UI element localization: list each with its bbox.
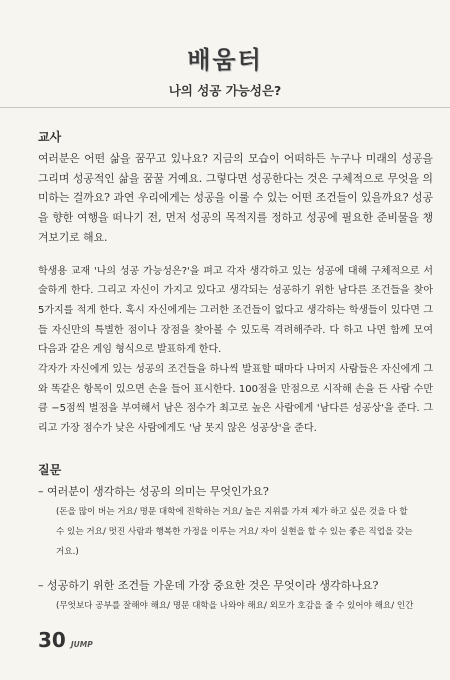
- page-subtitle: 나의 성공 가능성은?: [168, 83, 282, 98]
- question-item: – 성공하기 위한 조건들 가운데 가장 중요한 것은 무엇이라 생각하나요?: [38, 578, 379, 592]
- header-divider: [0, 107, 450, 108]
- page-header: [0, 40, 450, 99]
- page-number: 30: [38, 628, 66, 652]
- series-name: JUMP: [70, 640, 93, 649]
- page-footer: [38, 628, 93, 652]
- teacher-paragraph: 여러분은 어떤 삶을 꿈꾸고 있나요? 지금의 모습이 어떠하든 누구나 미래의 성공을 그리며 성공적인 삶을 꿈꿀 거예요. 그렇다면 성공한다는 것은 구체적으로 무엇을 의미하는 걸까요? 과연 우리에게는 성공을 이룰 수 있는 어떤 조건들이 있을까요? 성공을 향한 여행을 떠나기 전, 먼저 성공의 목적지를 정하고 성공에 필요한 준비물을 챙겨보기로 해요.: [38, 152, 433, 244]
- teacher-heading: 교사: [38, 130, 62, 144]
- brand-title: 배움터: [187, 46, 263, 74]
- answer-line: 거요.): [56, 546, 79, 557]
- main-content: [38, 128, 433, 616]
- answer-line: 수 있는 거요/ 멋진 사람과 행복한 가정을 이루는 거요/ 자이 실현을 할 수 있는 좋은 직업을 갖는: [56, 526, 413, 537]
- questions-section: [38, 461, 433, 616]
- questions-heading: 질문: [38, 462, 62, 477]
- question-item: – 여러분이 생각하는 성공의 의미는 무엇인가요?: [38, 484, 269, 498]
- teacher-section: [38, 128, 433, 439]
- teacher-paragraph: 학생용 교재 '나의 성공 가능성은?'을 펴고 각자 생각하고 있는 성공에 대해 구체적으로 서술하게 한다. 그리고 자신이 가지고 있다고 생각되는 성공하기 위한 남다른 조건들을 찾아 5가지를 적게 한다. 혹시 자신에게는 그러한 조건들이 없다고 생각하는 학생들이 있다면 그들 자신만의 특별한 점이나 장점을 찾아볼 수 있도록 격려해주라. 다 하고 나면 함께 모여 다음과 같은 게임 형식으로 발표하게 한다.: [38, 265, 433, 356]
- answer-line: (무엇보다 공부를 잘해야 해요/ 명문 대학을 나와야 해요/ 외모가 호감을 줄 수 있어야 해요/ 인간: [56, 600, 414, 611]
- teacher-paragraph: 각자가 자신에게 있는 성공의 조건들을 하나씩 발표할 때마다 나머지 사람들은 자신에게 그와 똑같은 항목이 있으면 손을 들어 표시한다. 100점을 만점으로 시작해 손을 든 사람 수만큼 −5점씩 벌점을 부여해서 남은 점수가 최고로 높은 사람에게 '남다른 성공상'을 준다. 그리고 가장 점수가 낮은 사람에게도 '남 못지 않은 성공상'을 준다.: [38, 364, 433, 435]
- answer-line: (돈을 많이 버는 거요/ 명문 대학에 진학하는 거요/ 높은 지위를 가져 제가 하고 싶은 것을 다 할: [56, 506, 408, 517]
